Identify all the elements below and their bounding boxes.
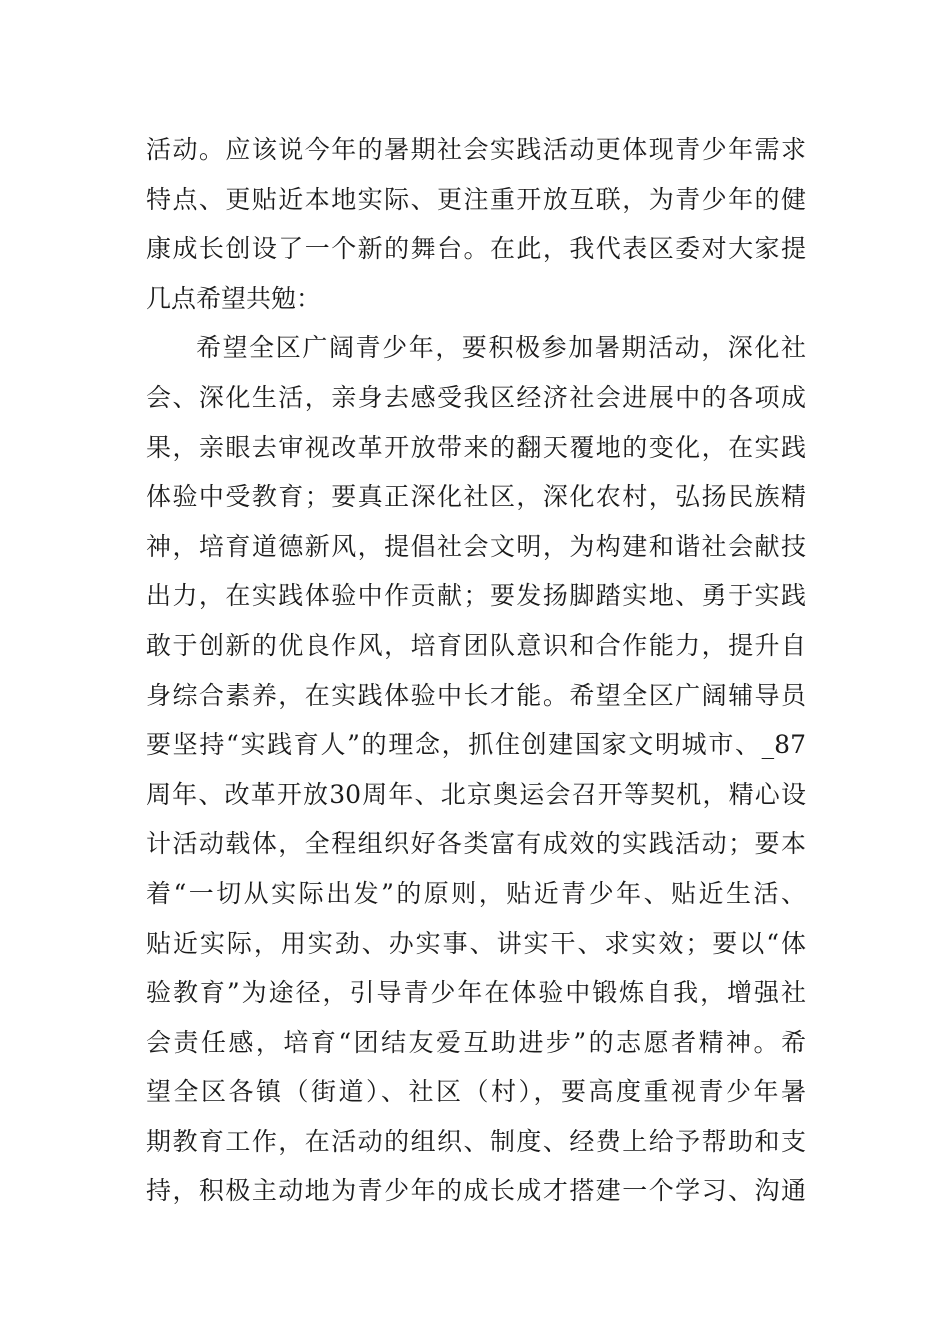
text-line: 活动。应该说今年的暑期社会实践活动更体现青少年需求: [146, 135, 806, 164]
text-line: 神，培育道德新风，提倡社会文明，为构建和谐社会献技: [146, 531, 806, 561]
text-line: 出力，在实践体验中作贡献；要发扬脚踏实地、勇于实践: [146, 581, 806, 611]
text-line: 会责任感，培育“团结友爱互助进步”的志愿者精神。希: [146, 1027, 806, 1057]
text-line: 要坚持“实践育人”的理念，抓住创建国家文明城市、_87: [146, 730, 806, 760]
text-line: 着“一切从实际出发”的原则，贴近青少年、贴近生活、: [146, 878, 806, 908]
text-line: 特点、更贴近本地实际、更注重开放互联，为青少年的健: [146, 184, 806, 214]
text-line: 望全区各镇（街道）、社区（村），要高度重视青少年暑: [146, 1077, 806, 1107]
text-line: 计活动载体，全程组织好各类富有成效的实践活动；要本: [146, 829, 806, 859]
text-line: 几点希望共勉：: [146, 283, 322, 313]
text-line: 验教育”为途径，引导青少年在体验中锻炼自我，增强社: [146, 978, 806, 1008]
text-line: 身综合素养，在实践体验中长才能。希望全区广阔辅导员: [146, 680, 806, 710]
text-line: 周年、改革开放30周年、北京奥运会召开等契机，精心设: [146, 779, 806, 809]
text-line: 敢于创新的优良作风，培育团队意识和合作能力，提升自: [146, 630, 806, 660]
text-line: 果，亲眼去审视改革开放带来的翻天覆地的变化，在实践: [146, 432, 806, 462]
text-line: 持，积极主动地为青少年的成长成才搭建一个学习、沟通: [146, 1176, 806, 1206]
text-line: 体验中受教育；要真正深化社区，深化农村，弘扬民族精: [146, 482, 806, 512]
document-body: [146, 125, 806, 1216]
text-line: 贴近实际，用实劲、办实事、讲实干、求实效；要以“体: [146, 928, 806, 958]
text-line: 会、深化生活，亲身去感受我区经济社会进展中的各项成: [146, 382, 806, 412]
text-line: 康成长创设了一个新的舞台。在此，我代表区委对大家提: [146, 234, 806, 264]
paragraph-start-line: 希望全区广阔青少年，要积极参加暑期活动，深化社: [196, 333, 806, 363]
text-line: 期教育工作，在活动的组织、制度、经费上给予帮助和支: [146, 1126, 806, 1156]
